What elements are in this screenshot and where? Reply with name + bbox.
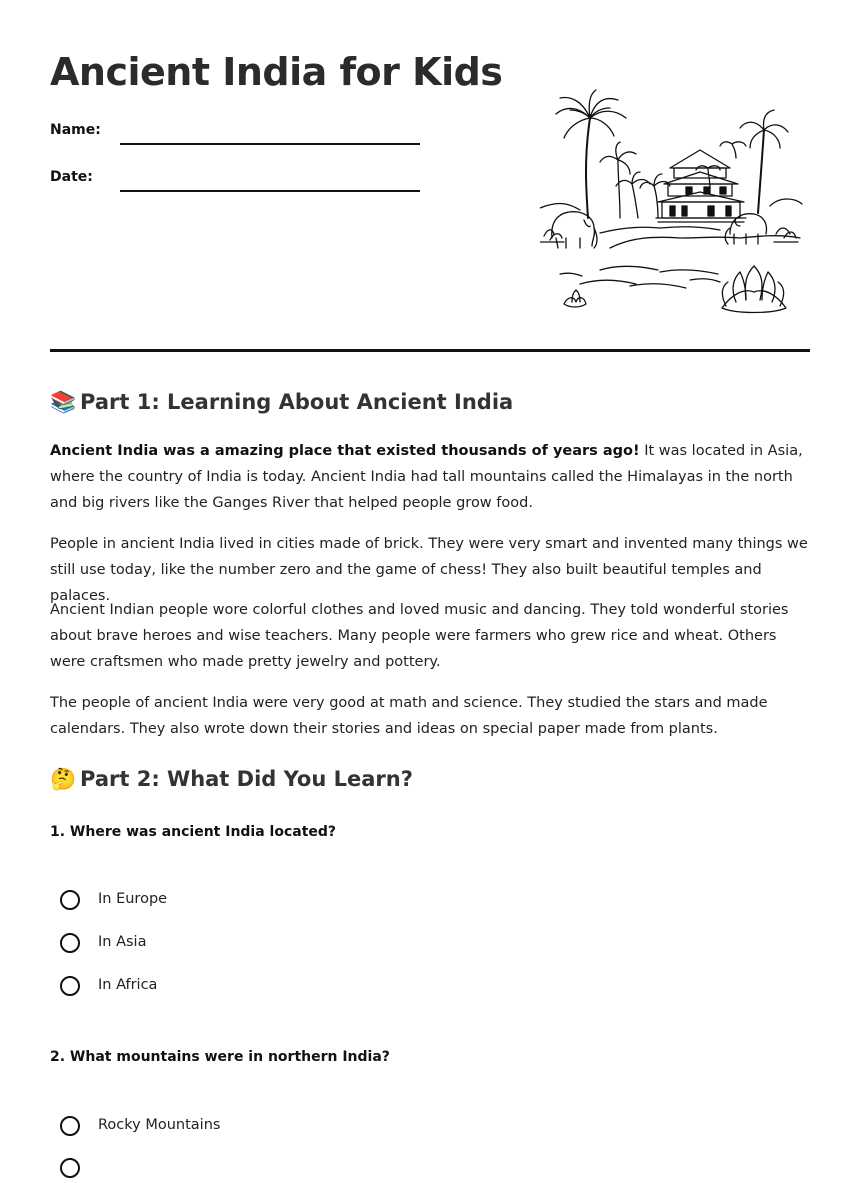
option-label: In Asia	[98, 934, 147, 950]
date-field	[50, 169, 420, 199]
question-1-option-1[interactable]	[60, 889, 360, 915]
name-line[interactable]	[120, 143, 420, 145]
option-label: In Europe	[98, 891, 168, 907]
part2-heading	[50, 767, 413, 792]
books-icon: 📚	[50, 390, 77, 414]
part1-heading-text: Part 1: Learning About Ancient India	[80, 390, 514, 414]
part1-paragraph-1	[50, 438, 810, 516]
ancient-india-scene-illustration	[540, 88, 810, 323]
header-divider	[50, 349, 810, 352]
radio-circle-icon[interactable]	[60, 933, 80, 953]
part1-heading	[50, 390, 513, 415]
part2-heading-text: Part 2: What Did You Learn?	[80, 767, 413, 791]
option-label: In Africa	[98, 977, 158, 993]
name-field	[50, 122, 420, 152]
date-label: Date:	[50, 169, 93, 185]
page-title: Ancient India for Kids	[50, 50, 503, 94]
part1-paragraph-1-rest: It was located in Asia, where the country of India is today. Ancient India had tall mountains called the Himalayas in the north and big rivers like the Ganges River that helped people grow food.	[50, 443, 803, 511]
question-2-option-1[interactable]	[60, 1115, 360, 1141]
radio-circle-icon[interactable]	[60, 1158, 80, 1178]
part1-paragraph-1-lead: Ancient India was a amazing place that existed thousands of years ago!	[50, 443, 640, 459]
radio-circle-icon[interactable]	[60, 976, 80, 996]
question-1-option-2[interactable]	[60, 932, 360, 958]
option-label: Rocky Mountains	[98, 1117, 221, 1133]
radio-circle-icon[interactable]	[60, 1116, 80, 1136]
question-1-option-3[interactable]	[60, 975, 360, 1001]
question-2: 2. What mountains were in northern India?	[50, 1049, 390, 1065]
date-line[interactable]	[120, 190, 420, 192]
part1-paragraph-2: People in ancient India lived in cities made of brick. They were very smart and invented many things we still use today, like the number zero and the game of chess! They also built beautiful temples and palaces.	[50, 536, 808, 604]
part1-paragraph-4: The people of ancient India were very good at math and science. They studied the stars and made calendars. They also wrote down their stories and ideas on special paper made from plants.	[50, 695, 768, 737]
part1-paragraph-3: Ancient Indian people wore colorful clothes and loved music and dancing. They told wonderful stories about brave heroes and wise teachers. Many people were farmers who grew rice and wheat. Others were craftsmen who made pretty jewelry and pottery.	[50, 602, 789, 670]
question-1: 1. Where was ancient India located?	[50, 824, 337, 840]
radio-circle-icon[interactable]	[60, 890, 80, 910]
name-label: Name:	[50, 122, 101, 138]
thinking-face-icon: 🤔	[50, 767, 77, 791]
